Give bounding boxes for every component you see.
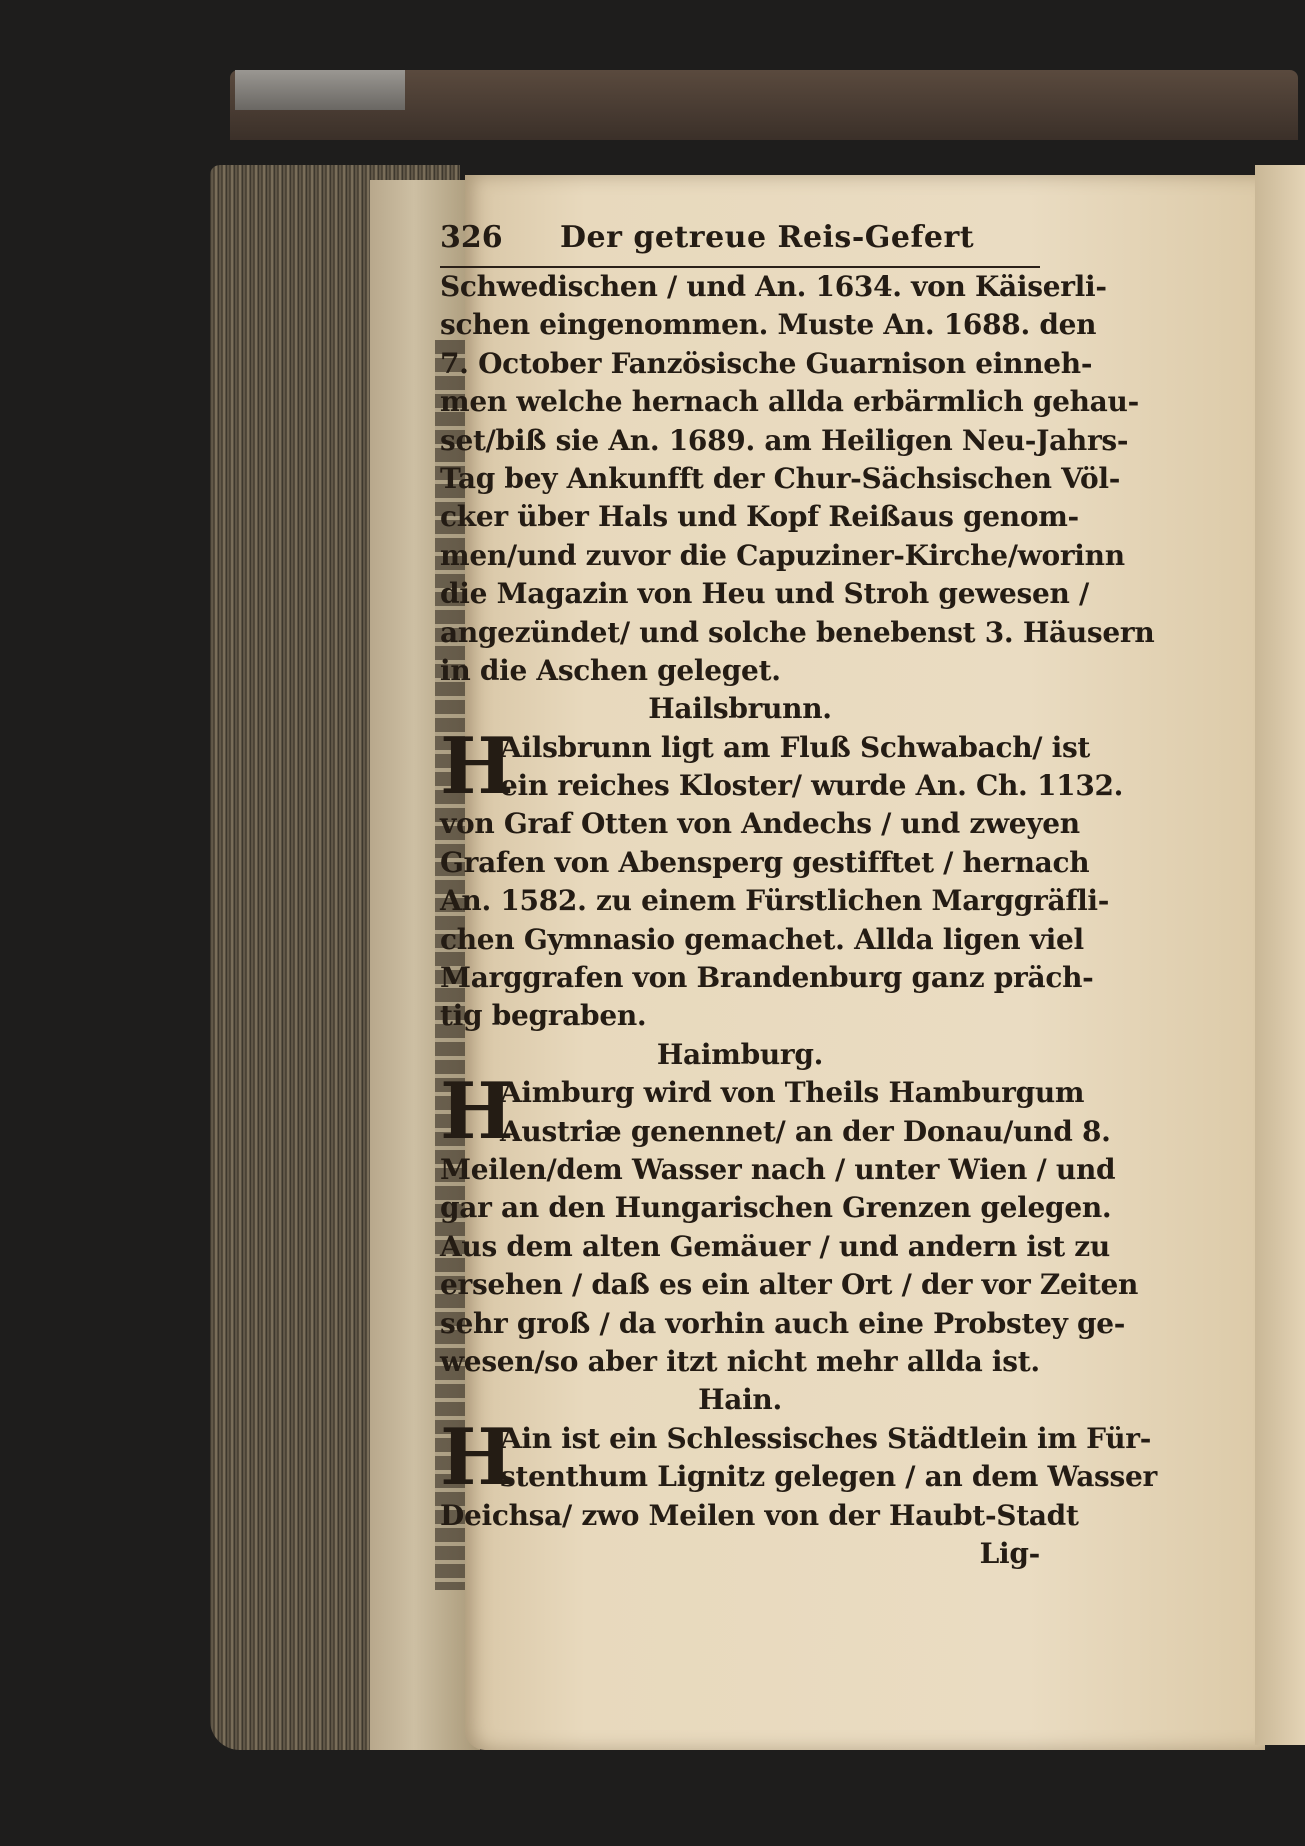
facing-page-edge bbox=[1255, 165, 1305, 1745]
section-hain bbox=[440, 1381, 1157, 1573]
text-line: 7. October Fanzösische Guarnison einneh- bbox=[440, 346, 1093, 380]
page-number: 326 bbox=[440, 220, 503, 255]
text-line: Austriæ genennet/ an der Donau/und 8. bbox=[500, 1114, 1111, 1148]
section-heading: Haimburg. bbox=[656, 1037, 824, 1071]
text-line: Tag bey Ankunfft der Chur-Sächsischen Völ- bbox=[440, 461, 1121, 495]
text-line: Aimburg wird von Theils Hamburgum bbox=[500, 1076, 1085, 1110]
text-line: men/und zuvor die Capuziner-Kirche/worinn bbox=[440, 538, 1125, 572]
text-line: men welche hernach allda erbärmlich gehau- bbox=[440, 385, 1139, 419]
catchword: Lig- bbox=[979, 1536, 1040, 1570]
drop-initial: H bbox=[440, 720, 514, 812]
text-line: Ain ist ein Schlessisches Städtlein im Für- bbox=[500, 1421, 1152, 1455]
text-line: Aus dem alten Gemäuer / und andern ist zu bbox=[440, 1229, 1110, 1263]
drop-initial: H bbox=[440, 1411, 514, 1503]
text-line: von Graf Otten von Andechs / und zweyen bbox=[440, 807, 1080, 841]
text-line: An. 1582. zu einem Fürstlichen Marggräfli- bbox=[440, 884, 1110, 918]
paragraph-top bbox=[440, 268, 1155, 690]
first-lines bbox=[440, 1411, 1157, 1503]
section-heading: Hain. bbox=[698, 1383, 782, 1417]
text-line: schen eingenommen. Muste An. 1688. den bbox=[440, 308, 1097, 342]
text-line: chen Gymnasio gemachet. Allda ligen viel bbox=[440, 922, 1084, 956]
text-line: gar an den Hungarischen Grenzen gelegen. bbox=[440, 1191, 1112, 1225]
text-line: ersehen / daß es ein alter Ort / der vor Zeiten bbox=[440, 1268, 1139, 1302]
metal-clasp bbox=[235, 70, 405, 110]
text-line: Marggrafen von Brandenburg ganz präch- bbox=[440, 961, 1094, 995]
text-line: ein reiches Kloster/ wurde An. Ch. 1132. bbox=[500, 769, 1124, 803]
section-hailsbrunn bbox=[440, 690, 1124, 1036]
text-line: in die Aschen geleget. bbox=[440, 653, 781, 687]
text-line: die Magazin von Heu und Stroh gewesen / bbox=[440, 577, 1089, 611]
text-line: Meilen/dem Wasser nach / unter Wien / und bbox=[440, 1152, 1116, 1186]
section-heading: Hailsbrunn. bbox=[648, 692, 832, 726]
drop-initial: H bbox=[440, 1066, 514, 1158]
text-line: Grafen von Abensperg gestifftet / hernach bbox=[440, 845, 1090, 879]
running-head: Der getreue Reis-Gefert bbox=[560, 220, 975, 255]
first-lines bbox=[440, 1066, 1111, 1158]
text-line: Ailsbrunn ligt am Fluß Schwabach/ ist bbox=[500, 730, 1091, 764]
text-line: sehr groß / da vorhin auch eine Probstey ge- bbox=[440, 1306, 1126, 1340]
section-haimburg bbox=[440, 1036, 1139, 1382]
page-header bbox=[440, 220, 1040, 268]
text-line: angezündet/ und solche benebenst 3. Häusern bbox=[440, 615, 1155, 649]
text-line: cker über Hals und Kopf Reißaus genom- bbox=[440, 500, 1079, 534]
text-line: Schwedischen / und An. 1634. von Käiserli- bbox=[440, 270, 1107, 303]
first-lines bbox=[440, 720, 1124, 812]
text-line: wesen/so aber itzt nicht mehr allda ist. bbox=[440, 1344, 1040, 1378]
text-line: stenthum Lignitz gelegen / an dem Wasser bbox=[500, 1460, 1157, 1494]
text-line: Deichsa/ zwo Meilen von der Haubt-Stadt bbox=[440, 1498, 1079, 1532]
text-line: set/biß sie An. 1689. am Heiligen Neu-Jahrs- bbox=[440, 423, 1129, 457]
text-block bbox=[440, 220, 1157, 1573]
text-line: tig begraben. bbox=[440, 999, 647, 1033]
